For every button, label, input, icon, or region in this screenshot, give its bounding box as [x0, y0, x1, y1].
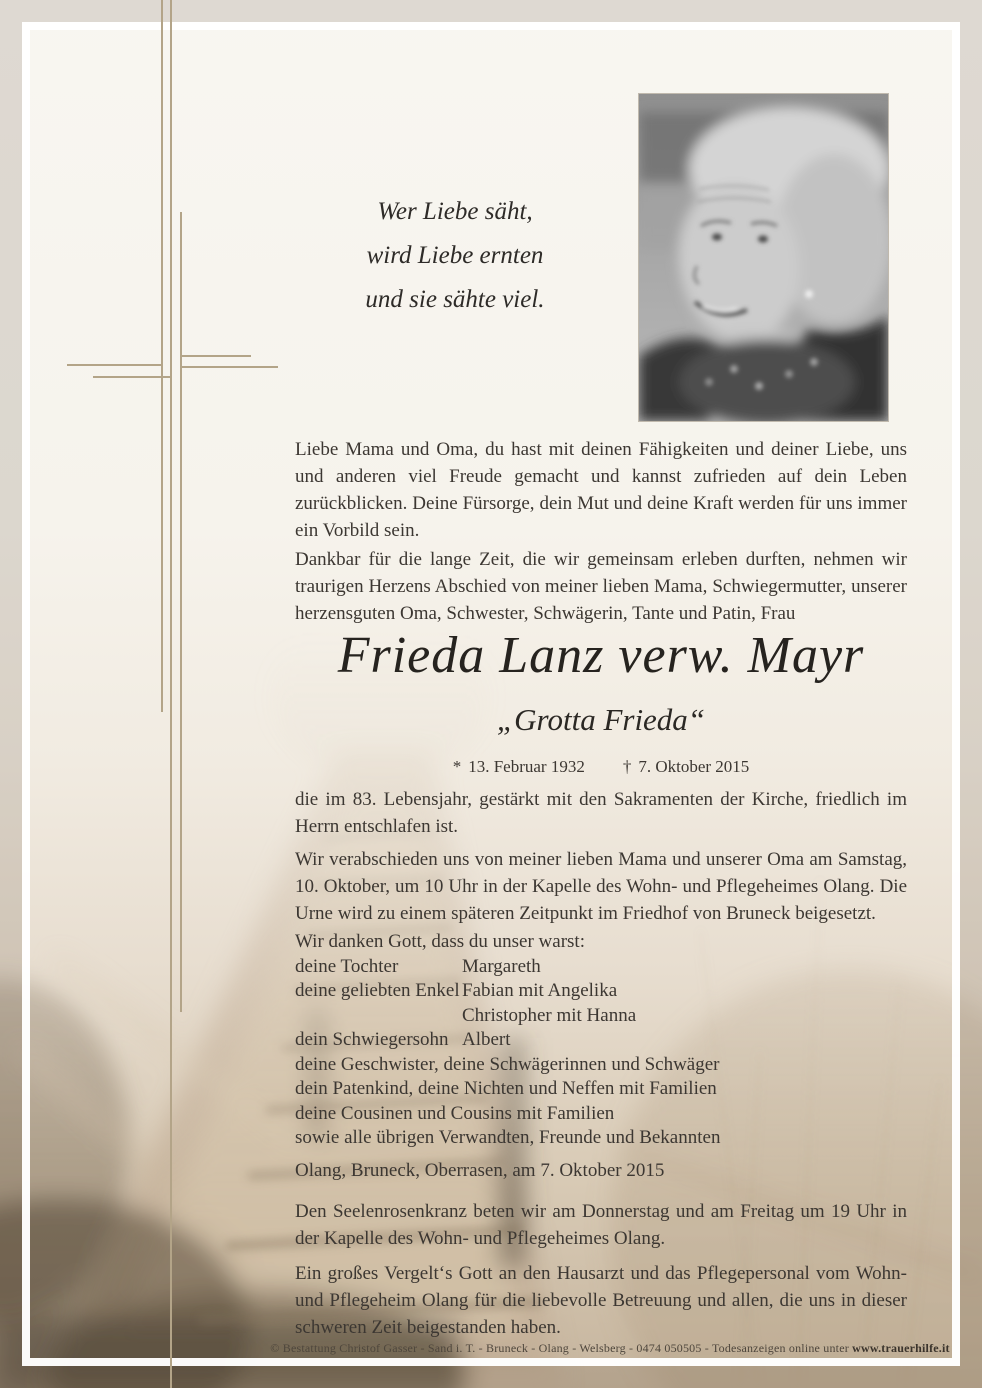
family-row: [295, 979, 907, 1004]
footer: [270, 1341, 950, 1356]
portrait-photo: [638, 93, 889, 422]
family-heading: Wir danken Gott, dass du unser warst:: [295, 931, 585, 952]
birth-date: 13. Februar 1932: [468, 757, 585, 776]
intro-paragraph-2: Dankbar für die lange Zeit, die wir gemeinsam erleben durften, nehmen wir traurigen Herzens Abschied von meiner lieben Mama, Schwiegermutter, unserer herzensguten Oma, Schwester, Schwägerin, Tante und Patin, Frau: [295, 549, 907, 624]
life-dates: [285, 757, 917, 777]
gratitude-paragraph: Ein großes Vergelt‘s Gott an den Hausarzt und das Pflegepersonal vom Wohn- und Pflegeheim Olang für die liebevolle Betreuung und allen, die uns in dieser schweren Zeit beigestanden haben.: [295, 1263, 907, 1338]
family-row-label: deine geliebten Enkel: [295, 980, 460, 1001]
deceased-nickname: „Grotta Frieda“: [496, 702, 706, 737]
family-row-label: dein Schwiegersohn: [295, 1029, 449, 1050]
memorial-quote: [285, 190, 625, 322]
footer-website-link: www.trauerhilfe.it: [852, 1341, 950, 1355]
family-row-value: Albert: [462, 1029, 511, 1050]
quote-line: und sie sähte viel.: [365, 286, 545, 313]
quote-line: Wer Liebe säht,: [377, 198, 533, 225]
death-notice-paragraph: die im 83. Lebensjahr, gestärkt mit den Sakramenten der Kirche, friedlich im Herrn entschlafen ist.: [295, 789, 907, 837]
place-and-date: Olang, Bruneck, Oberrasen, am 7. Oktober 2015: [295, 1160, 665, 1181]
deceased-name: Frieda Lanz verw. Mayr: [337, 627, 865, 684]
rosary-paragraph: Den Seelenrosenkranz beten wir am Donnerstag und am Freitag um 19 Uhr in der Kapelle des Wohn- und Pflegeheimes Olang.: [295, 1201, 907, 1249]
family-row: [295, 1004, 907, 1029]
death-cross-icon: †: [622, 757, 632, 776]
family-row-label: deine Tochter: [295, 955, 399, 977]
intro-paragraph-1: Liebe Mama und Oma, du hast mit deinen Fähigkeiten und deiner Liebe, uns und anderen viel Freude gemacht und kannst zufrieden auf dein Leben zurückblicken. Deine Fürsorge, dein Mut und deine Kraft werden für uns immer ein Vorbild sein.: [295, 439, 907, 541]
family-row-value: Christopher mit Hanna: [462, 1004, 637, 1026]
quote-line: wird Liebe ernten: [366, 242, 544, 269]
family-list: [295, 930, 907, 1151]
family-row-value: Fabian mit Angelika: [462, 980, 618, 1001]
family-row: [295, 1028, 907, 1053]
family-line: deine Geschwister, deine Schwägerinnen und Schwäger: [295, 1053, 720, 1075]
family-line: deine Cousinen und Cousins mit Familien: [295, 1102, 615, 1124]
farewell-paragraph: Wir verabschieden uns von meiner lieben Mama und unserer Oma am Samstag, 10. Oktober, um 10 Uhr in der Kapelle des Wohn- und Pflegeheimes Olang. Die Urne wird zu einem späteren Zeitpunkt im Friedhof von Bruneck beigesetzt.: [295, 849, 907, 924]
family-row-label: [295, 1004, 462, 1029]
death-date: 7. Oktober 2015: [638, 757, 750, 776]
family-row: [295, 955, 907, 980]
birth-star-icon: *: [452, 757, 462, 776]
footer-text: © Bestattung Christof Gasser - Sand i. T. - Bruneck - Olang - Welsberg - 0474 050505 - Todesanzeigen online unter: [270, 1341, 853, 1355]
family-line: sowie alle übrigen Verwandten, Freunde und Bekannten: [295, 1127, 721, 1148]
family-row-value: Margareth: [462, 955, 541, 977]
family-line: dein Patenkind, deine Nichten und Neffen mit Familien: [295, 1078, 717, 1099]
